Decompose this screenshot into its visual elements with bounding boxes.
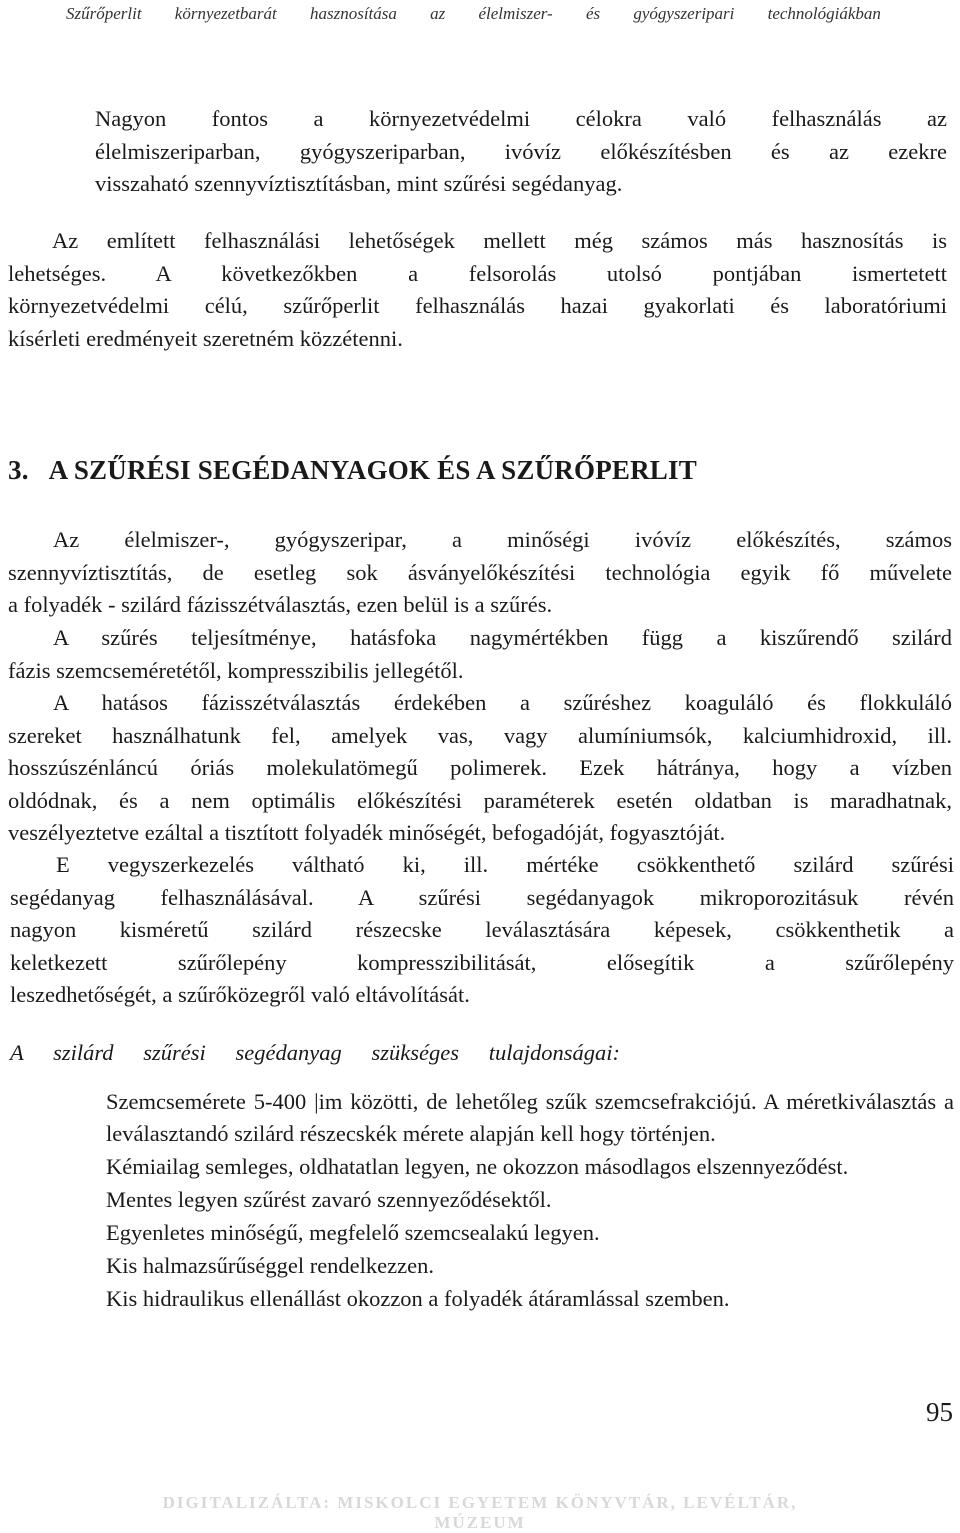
running-header [66, 0, 881, 28]
text-line: leszedhetőségét, a szűrőközegről való eltávolítását. [10, 982, 470, 1007]
text-line: kísérleti eredményeit szeretném közzétenni. [8, 325, 403, 351]
list-item: Kis halmazsűrűséggel rendelkezzen. [106, 1253, 434, 1278]
body-paragraph-2 [8, 622, 952, 687]
section-title: A SZŰRÉSI SEGÉDANYAGOK ÉS A SZŰRŐPERLIT [48, 455, 697, 485]
body-paragraph-1 [8, 524, 952, 622]
text-line: veszélyeztetve ezáltal a tisztított folyadék minőségét, befogadóját, fogyasztóját. [8, 820, 726, 845]
header-word: az [430, 4, 446, 23]
intro-paragraph-1 [95, 103, 947, 201]
text-line: Nagyon fontos a környezetvédelmi célokra való felhasználás az [95, 106, 947, 131]
text-line: visszaható szennyvíztisztításban, mint szűrési segédanyag. [95, 171, 623, 196]
text-line: A szűrés teljesítménye, hatásfoka nagymértékben függ a kiszűrendő szilárd [53, 625, 952, 650]
body-paragraph-4 [10, 849, 954, 1012]
properties-list [106, 1086, 954, 1316]
list-item: Kis hidraulikus ellenállást okozzon a folyadék átáramlással szemben. [106, 1286, 730, 1311]
header-word: és [585, 4, 601, 23]
text-line: nagyon kisméretű szilárd részecske leválasztására képesek, csökkenthetik a [10, 917, 954, 942]
text-line: E vegyszerkezelés váltható ki, ill. mértéke csökkenthető szilárd szűrési [56, 852, 954, 877]
header-word: Szűrőperlit [66, 4, 142, 23]
text-line: hosszúszénláncú óriás molekulatömegű polimerek. Ezek hátránya, hogy a vízben [8, 755, 952, 780]
list-item: Kémiailag semleges, oldhatatlan legyen, ne okozzon másodlagos elszennyeződést. [106, 1154, 849, 1179]
text-line: lehetséges. A következőkben a felsorolás utolsó pontjában ismertetett [8, 260, 947, 286]
text-line: fázis szemcseméretétől, kompresszibilis jellegétől. [8, 657, 464, 683]
text-line: Az említett felhasználási lehetőségek mellett még számos más hasznosítás is [52, 228, 947, 253]
header-word: technológiákban [767, 4, 881, 23]
text-line: keletkezett szűrőlepény kompresszibilitását, elősegítik a szűrőlepény [10, 949, 954, 975]
section-number: 3. [8, 455, 29, 485]
list-item: Egyenletes minőségű, megfelelő szemcsealakú legyen. [106, 1220, 600, 1245]
header-word: élelmiszer- [478, 4, 553, 23]
text-line: szereket használhatunk fel, amelyek vas, vagy alumíniumsók, kalciumhidroxid, ill. [8, 722, 952, 748]
text-line: a folyadék - szilárd fázisszétválasztás, ezen belül is a szűrés. [8, 592, 553, 617]
text-line: Az élelmiszer-, gyógyszeripar, a minőségi ivóvíz előkészítés, számos [53, 527, 952, 552]
text-line: oldódnak, és a nem optimális előkészítési paraméterek esetén oldatban is maradhatnak, [8, 787, 952, 813]
list-item: Mentes legyen szűrést zavaró szennyeződésektől. [106, 1187, 552, 1212]
intro-paragraph-2 [8, 225, 947, 355]
header-word: hasznosítása [309, 4, 397, 23]
list-item: Szemcsemérete 5-400 |im közötti, de lehetőleg szűk szemcsefrakciójú. A méretkiválasztás a leválasztandó szilárd részecskék mérete alapján kell hogy történjen. [106, 1089, 954, 1146]
text-line: szennyvíztisztítás, de esetleg sok ásványelőkészítési technológia egyik fő művelete [8, 559, 952, 585]
text-line: környezetvédelmi célú, szűrőperlit felhasználás hazai gyakorlati és laboratóriumi [8, 293, 947, 318]
text-line: élelmiszeriparban, gyógyszeriparban, ivóvíz előkészítésben és az ezekre [95, 138, 947, 164]
section-heading [8, 452, 697, 488]
digitization-watermark: DIGITALIZÁLTA: MISKOLCI EGYETEM KÖNYVTÁR, LEVÉLTÁR, MÚZEUM [162, 1493, 798, 1532]
header-word: gyógyszeripari [633, 4, 735, 23]
page-number: 95 [926, 1397, 953, 1427]
header-word: környezetbarát [174, 4, 277, 23]
text-line: segédanyag felhasználásával. A szűrési segédanyagok mikroporozitásuk révén [10, 884, 954, 910]
text-line: A hatásos fázisszétválasztás érdekében a szűréshez koaguláló és flokkuláló [53, 690, 952, 715]
properties-heading: A szilárd szűrési segédanyag szükséges tulajdonságai: [10, 1040, 620, 1065]
body-paragraph-3 [8, 687, 952, 850]
